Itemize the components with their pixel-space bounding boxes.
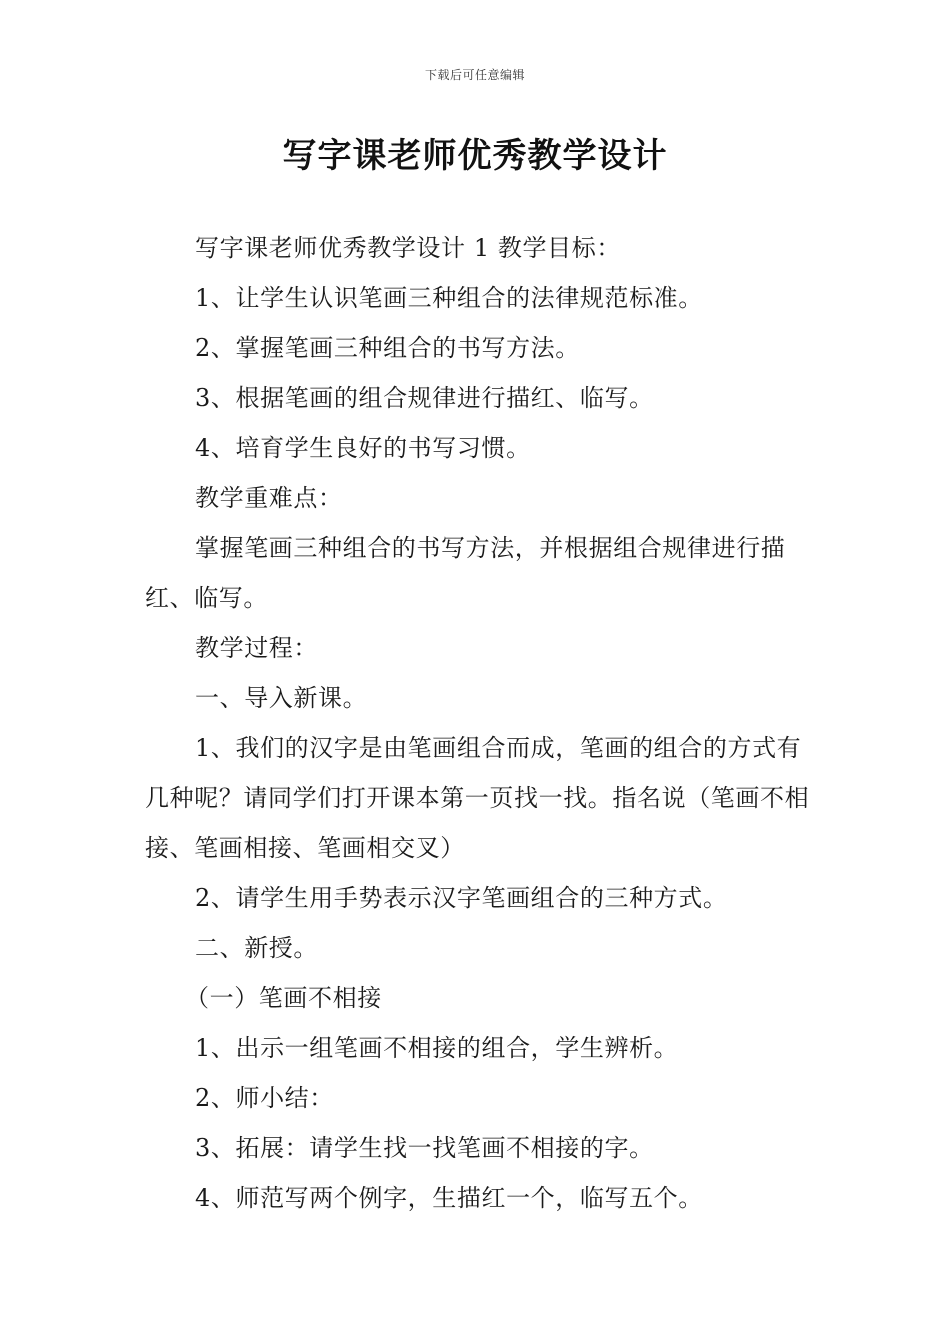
paragraph-objective-4: 4、培育学生良好的书写习惯。	[195, 434, 531, 462]
paragraph-objectives-heading: 写字课老师优秀教学设计 1 教学目标：	[195, 234, 621, 262]
paragraph-objective-3: 3、根据笔画的组合规律进行描红、临写。	[195, 384, 654, 412]
paragraph-objective-1: 1、让学生认识笔画三种组合的法律规范标准。	[195, 284, 703, 312]
paragraph-section-1-item-2: 2、请学生用手势表示汉字笔画组合的三种方式。	[195, 884, 728, 912]
paragraph-key-points-heading: 教学重难点：	[195, 484, 343, 512]
document-title: 写字课老师优秀教学设计	[282, 136, 668, 176]
paragraph-subsection-1-item-2: 2、师小结：	[195, 1084, 334, 1112]
document-body	[145, 223, 810, 1223]
paragraph-subsection-1-item-4: 4、师范写两个例字，生描红一个，临写五个。	[195, 1184, 703, 1212]
paragraph-section-1-item-1: 1、我们的汉字是由笔画组合而成，笔画的组合的方式有几种呢？请同学们打开课本第一页找一找。指名说（笔画不相接、笔画相接、笔画相交叉）	[145, 734, 810, 862]
paragraph-objective-2: 2、掌握笔画三种组合的书写方法。	[195, 334, 580, 362]
paragraph-section-1-heading: 一、导入新课。	[195, 684, 368, 712]
paragraph-section-2-heading: 二、新授。	[195, 934, 318, 962]
paragraph-subsection-1-item-3: 3、拓展：请学生找一找笔画不相接的字。	[195, 1134, 654, 1162]
paragraph-process-heading: 教学过程：	[195, 634, 318, 662]
paragraph-subsection-1-heading: （一）笔画不相接	[185, 984, 382, 1012]
paragraph-key-points: 掌握笔画三种组合的书写方法，并根据组合规律进行描红、临写。	[145, 534, 786, 612]
paragraph-subsection-1-item-1: 1、出示一组笔画不相接的组合，学生辨析。	[195, 1034, 679, 1062]
header-note: 下载后可任意编辑	[424, 68, 525, 82]
